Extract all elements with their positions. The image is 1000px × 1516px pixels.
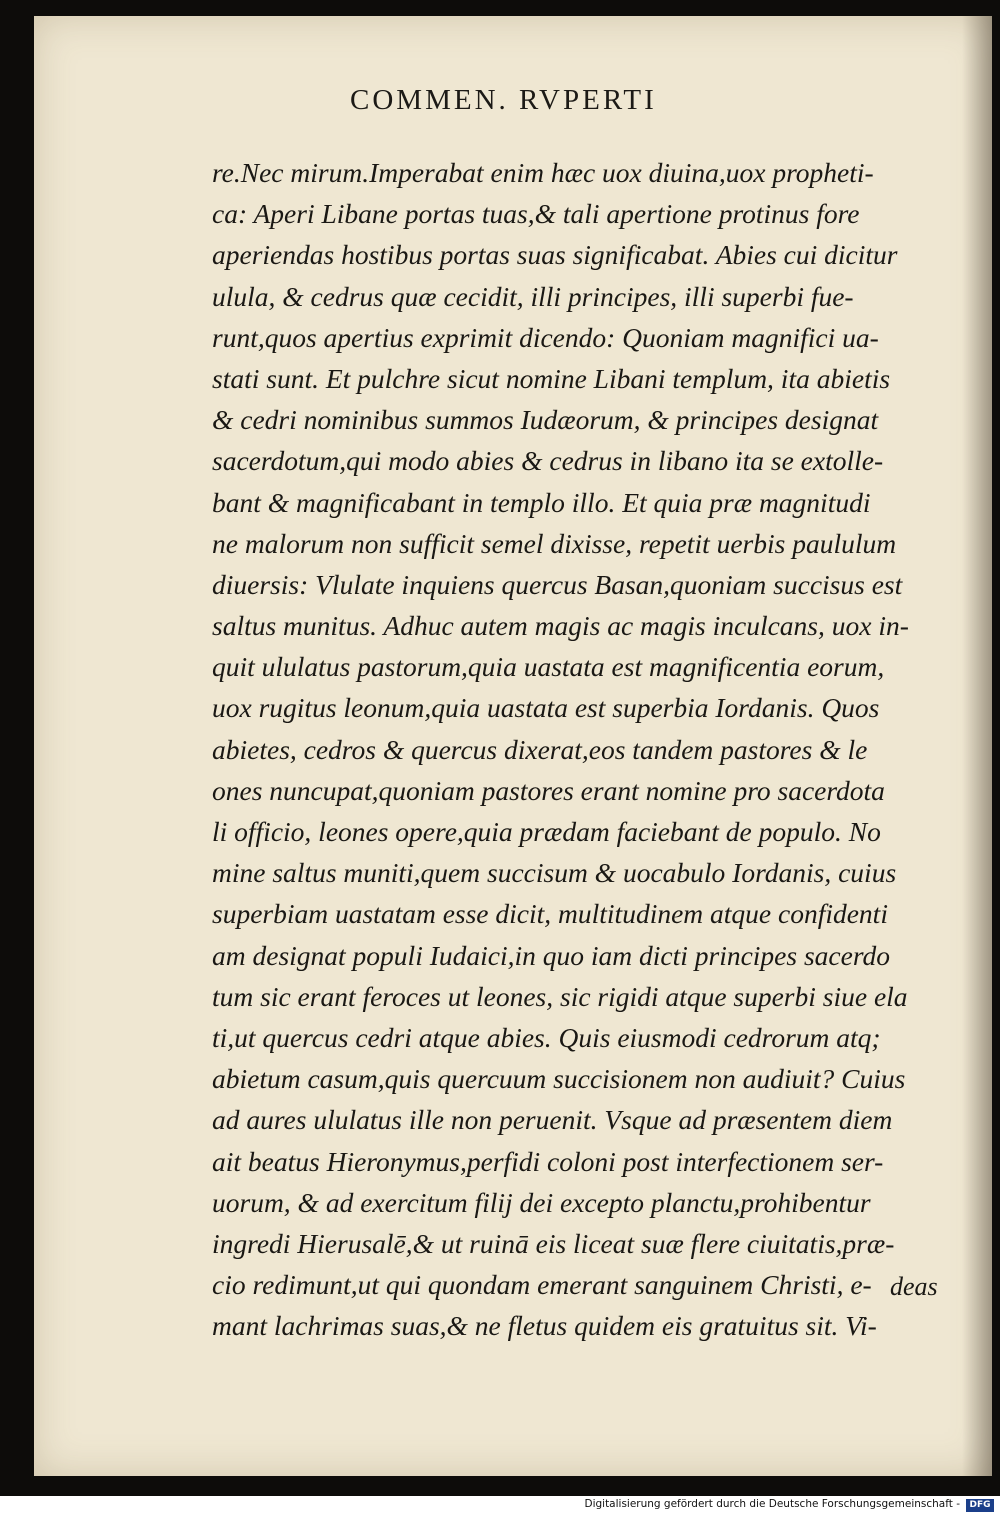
- text-line: aperiendas hostibus portas suas significabat. Abies cui dicitur: [212, 239, 898, 271]
- text-line: ulula, & cedrus quæ cecidit, illi principes, illi superbi fue-: [212, 280, 854, 312]
- text-line: quit ululatus pastorum,quia uastata est magnificentia eorum,: [212, 651, 885, 683]
- text-line: diuersis: Vlulate inquiens quercus Basan,quoniam succisus est: [212, 568, 903, 600]
- text-line: li officio, leones opere,quia prædam faciebant de populo. No: [212, 816, 881, 847]
- text-line: ones nuncupat,quoniam pastores erant nomine pro sacerdota: [212, 774, 885, 806]
- text-line: mant lachrimas suas,& ne fletus quidem eis gratuitus sit. Vi-: [212, 1310, 877, 1342]
- text-line: uorum, & ad exercitum filij dei excepto planctu,prohibentur: [212, 1186, 871, 1218]
- text-line: superbiam uastatam esse dicit, multitudinem atque confidenti: [212, 898, 888, 930]
- text-line: ca: Aperi Libane portas tuas,& tali apertione protinus fore: [212, 198, 860, 230]
- text-line: ti,ut quercus cedri atque abies. Quis eiusmodi cedrorum atq;: [212, 1021, 881, 1053]
- text-line: uox rugitus leonum,quia uastata est superbia Iordanis. Quos: [212, 692, 880, 724]
- text-line: ingredi Hierusalē,& ut ruinā eis liceat suæ flere ciuitatis,præ-: [212, 1227, 895, 1259]
- text-line: bant & magnificabant in templo illo. Et quia præ magnitudi: [212, 486, 871, 518]
- catchword: deas: [890, 1272, 938, 1301]
- gutter-shadow: [962, 16, 992, 1476]
- dfg-credit: Digitalisierung gefördert durch die Deutsche Forschungsgemeinschaft -: [584, 1498, 960, 1510]
- text-line: abietum casum,quis quercuum succisionem non audiuit? Cuius: [212, 1063, 906, 1095]
- text-line: cio redimunt,ut qui quondam emerant sanguinem Christi, e-: [212, 1269, 872, 1301]
- text-line: saltus munitus. Adhuc autem magis ac magis inculcans, uox in-: [212, 610, 909, 642]
- text-line: tum sic erant feroces ut leones, sic rigidi atque superbi siue ela: [212, 980, 908, 1012]
- running-head: COMMEN. RVPERTI: [350, 84, 657, 116]
- body-text: [212, 152, 952, 1346]
- text-line: abietes, cedros & quercus dixerat,eos tandem pastores & le: [212, 733, 868, 765]
- text-line: re.Nec mirum.Imperabat enim hæc uox diuina,uox propheti-: [212, 157, 874, 188]
- dfg-logo[interactable]: DFG: [966, 1499, 994, 1512]
- text-line: mine saltus muniti,quem succisum & uocabulo Iordanis, cuius: [212, 857, 897, 889]
- footer-bar: [0, 1496, 1000, 1516]
- text-line: am designat populi Iudaici,in quo iam dicti principes sacerdo: [212, 939, 891, 971]
- text-line: runt,quos apertius exprimit dicendo: Quoniam magnifici ua-: [212, 321, 879, 353]
- text-line: ait beatus Hieronymus,perfidi coloni post interfectionem ser-: [212, 1145, 884, 1177]
- text-line: ne malorum non sufficit semel dixisse, repetit uerbis paululum: [212, 527, 897, 559]
- text-line: sacerdotum,qui modo abies & cedrus in libano ita se extolle-: [212, 445, 884, 477]
- text-line: ad aures ululatus ille non peruenit. Vsque ad præsentem diem: [212, 1104, 893, 1136]
- text-line: stati sunt. Et pulchre sicut nomine Libani templum, ita abietis: [212, 362, 891, 394]
- text-line: & cedri nominibus summos Iudæorum, & principes designat: [212, 404, 879, 436]
